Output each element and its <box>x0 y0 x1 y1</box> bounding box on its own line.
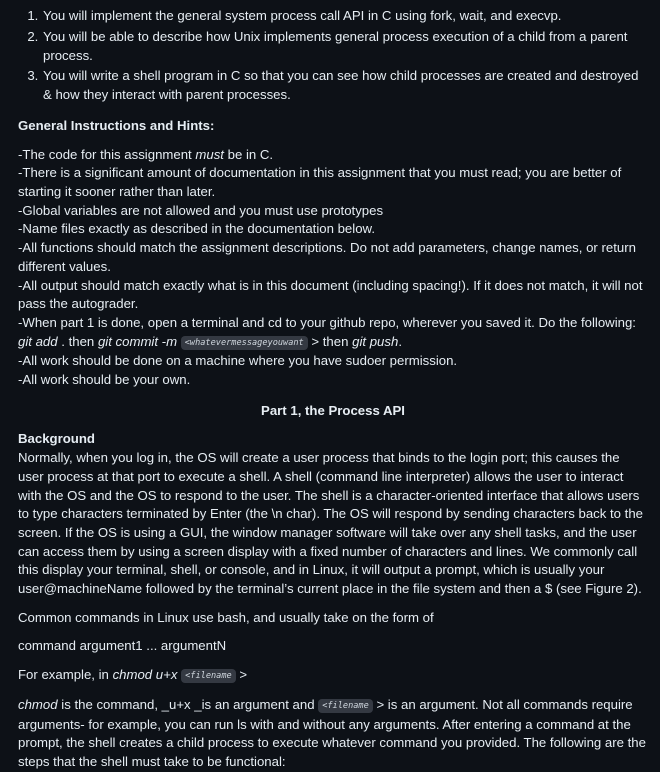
instruction-line: -Name files exactly as described in the documentation below. <box>18 221 375 237</box>
chmod-paragraph <box>18 696 648 772</box>
git-push-command: git push <box>352 333 399 349</box>
instruction-text: . <box>398 333 402 349</box>
general-instructions-heading: General Instructions and Hints: <box>18 117 215 133</box>
instruction-line <box>18 146 648 165</box>
goal-item: 1. You will implement the general system process call API in C using fork, wait, and execvp. <box>42 7 648 26</box>
instruction-text: > then <box>307 333 353 349</box>
goal-item: 2. You will be able to describe how Unix implements general process execution of a child from a parent process. <box>42 28 648 65</box>
document-body <box>18 7 648 772</box>
instruction-text: be in C. <box>223 146 274 162</box>
instruction-line: -All work should be your own. <box>18 372 191 388</box>
command-form-paragraph: command argument1 ... argumentN <box>18 638 227 654</box>
instruction-line: -There is a significant amount of documentation in this assignment that you must read; you are better of starting it sooner rather than later. <box>18 165 622 199</box>
example-paragraph <box>18 666 648 686</box>
git-commit-command: git commit -m <box>97 333 178 349</box>
part1-title: Part 1, the Process API <box>261 402 405 418</box>
commit-message-code: <whatevermessageyouwant <box>181 336 308 350</box>
instruction-text: -The code for this assignment <box>18 146 196 162</box>
instruction-line: -Global variables are not allowed and you must use prototypes <box>18 202 384 218</box>
instruction-line <box>18 314 648 352</box>
instruction-text: . then <box>57 333 98 349</box>
instructions-block <box>18 146 648 390</box>
background-paragraph: Normally, when you log in, the OS will create a user process that binds to the login port; this causes the user process at that port to execute a shell. A shell (command line interpreter) allows the user to interact with the OS and the OS to respond to the user. The shell is a character-oriented interface that allows users to type characters terminated by Enter (the \n char). The OS will respond by sending characters back to the screen. If the OS is using a GUI, the window manager software will take over any shell tasks, and the user can access them by using a screen display with a fixed number of characters and lines. We commonly call this display your terminal, shell, or console, and in Linux, it will output a prompt, which is usually your user@machineName followed by the terminal’s current place in the file system and then a $ (see Figure 2). <box>18 450 644 597</box>
goal-item: 3. You will write a shell program in C so that you can see how child processes are created and destroyed & how they interact with parent processes. <box>42 67 648 104</box>
instruction-emphasis: must <box>195 146 224 162</box>
instruction-line: -All work should be done on a machine where you have sudoer permission. <box>18 353 458 369</box>
example-prefix: For example, in <box>18 667 113 683</box>
background-heading: Background <box>18 431 95 447</box>
git-add-command: git add <box>18 333 58 349</box>
common-commands-paragraph: Common commands in Linux use bash, and usually take on the form of <box>18 609 434 625</box>
chmod-text: > is an argument. Not all commands require arguments- for example, you can run ls with and without any arguments. After entering a command at the prompt, the shell creates a child process to execute whatever command you provided. The following are the steps that the shell must take to be functional: <box>18 696 646 769</box>
example-suffix: > <box>235 667 248 683</box>
filename-code: <filename <box>318 699 373 713</box>
filename-code: <filename <box>181 669 236 683</box>
chmod-text: is the command, _u+x _is an argument and <box>57 696 319 712</box>
instruction-line: -All output should match exactly what is in this document (including spacing!). If it does not match, it will not pass the autograder. <box>18 277 643 312</box>
example-command: chmod u+x <box>112 667 178 683</box>
instruction-text: -When part 1 is done, open a terminal and cd to your github repo, wherever you saved it. Do the following: <box>18 314 636 330</box>
goals-list <box>18 7 648 105</box>
chmod-command: chmod <box>18 696 58 712</box>
instruction-line: -All functions should match the assignment descriptions. Do not add parameters, change names, or return different values. <box>18 240 636 274</box>
